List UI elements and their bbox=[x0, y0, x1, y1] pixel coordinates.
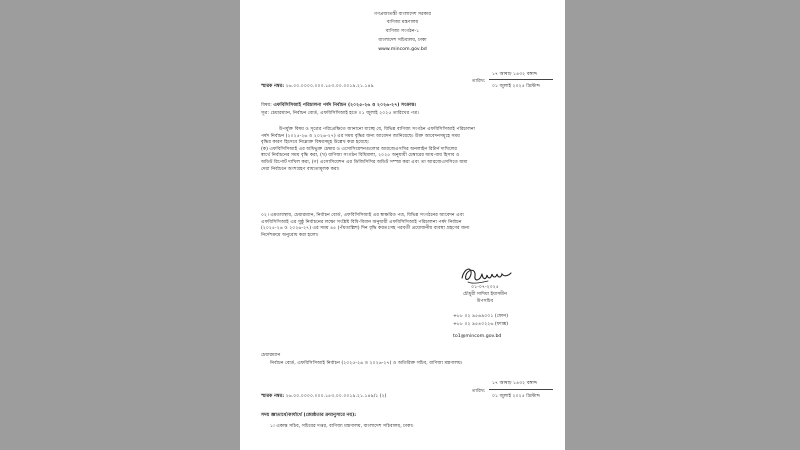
signature-date: ০১-০৭-২০২৫ bbox=[471, 285, 499, 290]
letterhead-wing: বাণিজ্য সংগঠন-১ bbox=[385, 29, 420, 34]
subject-line bbox=[261, 103, 416, 109]
reference-line bbox=[261, 111, 419, 117]
subject-text: এফবিসিসিআই পরিচালনা পর্ষদ নির্বাচন (২০২৫-২৬ ও ২০২৬-২৭) সংক্রান্ত। bbox=[273, 103, 417, 108]
copy-item-1: ১। একান্ত সচিব, সচিবের দপ্তর, বাণিজ্য মন্ত্রণালয়, বাংলাদেশ সচিবালয়, ঢাকা। bbox=[270, 424, 414, 429]
paragraph-2-line: (২০২৫-২৬ ও ২০২৬-২৭) এর সময় ৪৫ (পঁয়তাল্লিশ) দিন বৃদ্ধি করতঃসহ পরবর্তী প্রয়োজনীয় ব্যবস্থা গ্রহণের জন্য bbox=[261, 226, 470, 232]
signatory-name: চৌধুরী সাদিয়া ইয়াসমীন bbox=[462, 292, 508, 297]
memo-number-2 bbox=[261, 394, 387, 400]
letterhead-government: গণপ্রজাতন্ত্রী বাংলাদেশ সরকার bbox=[374, 12, 431, 17]
paragraph-1-line: উপর্যুক্ত বিষয় ও সূত্রের পরিপ্রেক্ষিতে জানানো যাচ্ছে যে, বিভিন্ন বাণিজ্য সংগঠন এফবিসিসিআই পরিচালনা bbox=[279, 127, 475, 132]
subject-label: বিষয়: bbox=[261, 103, 272, 108]
memo-value-2: ২৬.০০.০০০০.০০০.১৫৩.০০.০০১৯.২১.১৪৯/১ (২) bbox=[285, 394, 387, 399]
signatory-phone: +৮৮ ০২ ৯৫৬৯০০১ (ফোন) bbox=[453, 314, 509, 319]
date-divider-1 bbox=[489, 79, 553, 80]
paragraph-2-line: ০২। এমতাবস্থায়, চেয়ারম্যান, নির্বাচন বোর্ড, এফবিসিসিআই এর স্বাক্ষরিত পত্র, বিভিন্ন সংগঠনের আবেদন এবং bbox=[261, 213, 465, 218]
paragraph-1-line: (ক) এফবিসিসিআই এর অধিভুক্ত চেম্বার ও এসোসিয়েশনগুলোর আরজেএসসির অনলাইন রিটার্ন দাখিলের bbox=[261, 146, 457, 152]
paragraph-2-line: নির্দেশক্রমে অনুরোধ করা হলো। bbox=[261, 232, 319, 238]
memo-value-1: ২৬.০০.০০০০.০০০.১৫৩.০০.০০১৯.২১.১৪৯ bbox=[285, 84, 374, 89]
body-paragraph-1 bbox=[261, 127, 551, 173]
letter-page bbox=[240, 0, 565, 450]
signatory-designation: উপসচিব bbox=[476, 299, 494, 304]
signatory-fax: +৮৮ ০২ ৯৫৪০২২৬ (ফ্যাক্স) bbox=[453, 322, 509, 327]
paragraph-1-line: বৃদ্ধির কারণ হিসেবে নিম্নোক্ত বিষয়সমূহ উল্লেখ করা হয়েছে: bbox=[261, 140, 370, 146]
paragraph-1-line: পর্ষদ নির্বাচন (২০২৫-২৬ ও ২০২৬-২৭) এর সময় বৃদ্ধির জন্য আবেদন জানিয়েছে। উক্ত আবেদনসমূহে সময় bbox=[261, 133, 460, 139]
paragraph-1-line: অডিট রিপোর্ট দাখিল করা, (গ) এসোসিয়েশন এর ডিজিসিসির অডিট সম্পন্ন করা এবং তা আরজেএসসিতে জমা bbox=[261, 159, 468, 165]
date-english-2: ০১ জুলাই ২০২৫ খ্রিস্টাব্দ bbox=[492, 394, 540, 399]
paragraph-2-line: এফবিসিসিআই এর সুষ্ঠু নির্বাচনের লক্ষ্যে সংশ্লিষ্ট বিধি-বিধান অনুযায়ী এফবিসিসিআই পরিচালনা পর্ষদ নির্বাচন bbox=[261, 219, 462, 225]
recipient-office: নির্বাচন বোর্ড, এফবিসিসিআই নির্বাচন (২০২৫-২৬ ও ২০২৬-২৭) ও অতিরিক্ত সচিব, বাণিজ্য মন্ত্রণালয়। bbox=[270, 361, 463, 366]
letterhead-website[interactable]: www.mincom.gov.bd bbox=[378, 47, 427, 52]
memo-label-1: স্মারক নম্বর: bbox=[261, 84, 285, 89]
paragraph-1-line: দেয়া নির্বাচনে অংশগ্রহণ বাধ্যতামূলক করা। bbox=[261, 166, 340, 172]
paragraph-1-line: স্বার্থে নির্বাচনের সময় বৃদ্ধি করা, (খ) বাণিজ্য সংগঠন বিধিমালা, ২০২৫ অনুযায়ী চেম্বারের আয়-ব্যয় হিসাব ও bbox=[261, 153, 460, 159]
letterhead-address: বাংলাদেশ সচিবালয়, ঢাকা bbox=[378, 38, 427, 43]
memo-number-1 bbox=[261, 84, 374, 90]
date-label-2: তারিখ: bbox=[472, 389, 486, 394]
date-bangla-1: ১৭ আষাঢ় ১৪৩২ বঙ্গাব্দ bbox=[492, 72, 538, 77]
reference-label: সূত্র: bbox=[261, 111, 270, 116]
date-divider-2 bbox=[489, 389, 553, 390]
date-label-1: তারিখ: bbox=[472, 79, 486, 84]
date-english-1: ০১ জুলাই ২০২৫ খ্রিস্টাব্দ bbox=[492, 84, 540, 89]
signatory-email[interactable]: to1@mincom.gov.bd bbox=[453, 334, 502, 339]
signature-image bbox=[458, 262, 516, 286]
body-paragraph-2 bbox=[261, 213, 551, 239]
recipient-title: চেয়ারম্যান bbox=[261, 353, 281, 358]
memo-label-2: স্মারক নম্বর: bbox=[261, 394, 285, 399]
copy-heading: সদয় জ্ঞাতার্থে/কার্যার্থে (জ্যেষ্ঠতার ক্রমানুসারে নয়): bbox=[261, 413, 357, 418]
date-bangla-2: ১৭ আষাঢ় ১৪৩২ বঙ্গাব্দ bbox=[492, 381, 538, 386]
letterhead-ministry: বাণিজ্য মন্ত্রণালয় bbox=[386, 20, 419, 25]
reference-text: চেয়ারম্যান, নির্বাচন বোর্ড, এফবিসিসিআই হতে ০১ জুলাই ২০২৫ তারিখের পত্র। bbox=[270, 111, 420, 116]
